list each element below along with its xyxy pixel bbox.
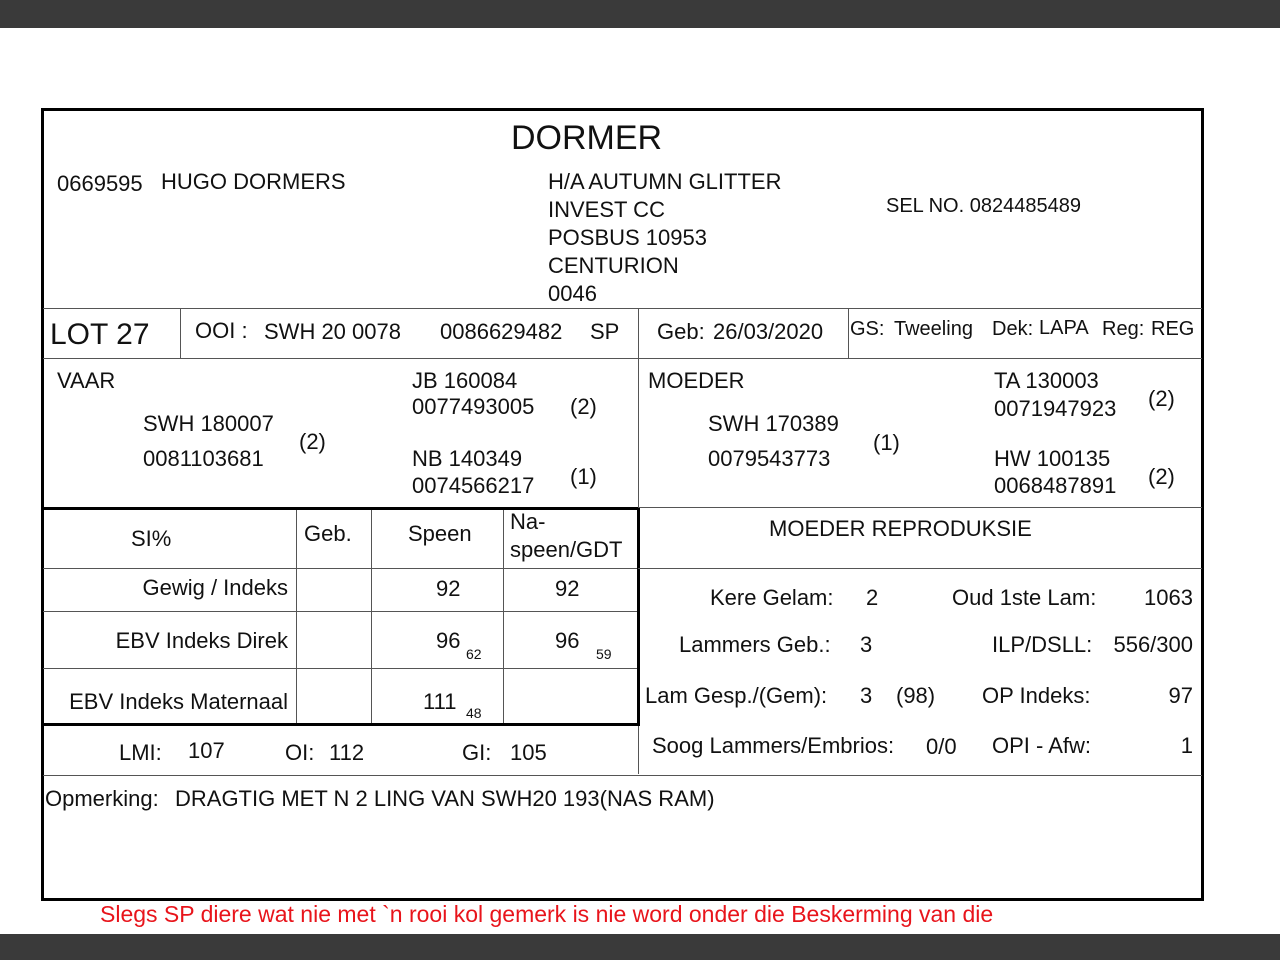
- gs-value: Tweeling: [894, 318, 973, 340]
- ilp-value: 556/300: [1113, 632, 1193, 657]
- rule-pedigree-mid: [638, 358, 639, 508]
- moeder-id: SWH 170389: [708, 411, 839, 436]
- moeder-sire-number: 0071947923: [994, 396, 1117, 421]
- rule-lot-bottom: [43, 358, 1202, 359]
- si-row-1-label: Gewig / Indeks: [142, 575, 288, 600]
- reg-label: Reg:: [1102, 318, 1145, 340]
- si-header-geb: Geb.: [304, 521, 352, 546]
- owner-line-3: POSBUS 10953: [548, 225, 707, 250]
- si-table-bottom: [43, 723, 640, 726]
- vaar-count: (2): [299, 429, 326, 454]
- dek-value: LAPA: [1039, 317, 1089, 339]
- lot-number: LOT 27: [50, 318, 150, 351]
- rule-lot-top: [43, 308, 1202, 309]
- si-table-top: [43, 507, 640, 510]
- lammers-label: Lammers Geb.:: [679, 632, 831, 657]
- si-row-2-speen-sub: 62: [466, 646, 482, 662]
- rule-remarks-top: [43, 775, 1202, 776]
- gi-value: 105: [510, 740, 547, 765]
- rule-si-col-geb: [296, 510, 297, 723]
- rule-si-header: [43, 568, 637, 569]
- vaar-label: VAAR: [57, 368, 116, 393]
- op-label: OP Indeks:: [982, 683, 1091, 708]
- rule-si-row1: [43, 611, 637, 612]
- oud-label: Oud 1ste Lam:: [952, 585, 1097, 610]
- card-border-top: [41, 108, 1204, 111]
- moeder-number: 0079543773: [708, 446, 831, 471]
- op-value: 97: [1168, 683, 1193, 708]
- moeder-sire-count: (2): [1148, 386, 1175, 411]
- repro-title: MOEDER REPRODUKSIE: [769, 516, 1032, 541]
- vaar-sire-id: JB 160084: [412, 368, 518, 393]
- si-row-3-speen: 111: [423, 689, 457, 714]
- card-border-right: [1201, 108, 1204, 901]
- animal-number: 0086629482: [440, 319, 563, 344]
- remarks-text: DRAGTIG MET N 2 LING VAN SWH20 193(NAS RAM): [175, 786, 715, 811]
- gesp-gem-value: (98): [896, 683, 936, 708]
- rule-si-col-speen: [371, 510, 372, 723]
- opi-value: 1: [1180, 733, 1193, 758]
- rule-repro-header: [638, 568, 1202, 569]
- si-row-1-naspeen: 92: [555, 576, 580, 601]
- oi-value: 112: [329, 740, 365, 765]
- rule-repro-left: [638, 726, 639, 774]
- gi-label: GI:: [462, 740, 492, 765]
- moeder-dam-number: 0068487891: [994, 473, 1117, 498]
- lmi-label: LMI:: [119, 740, 162, 765]
- si-row-3-speen-sub: 48: [466, 705, 482, 721]
- animal-label: OOI :: [195, 318, 248, 343]
- reg-value: REG: [1151, 318, 1195, 340]
- moeder-dam-count: (2): [1148, 464, 1175, 489]
- gesp-value: 3: [860, 683, 873, 708]
- ilp-label: ILP/DSLL:: [992, 632, 1093, 657]
- top-bar: [0, 0, 1280, 28]
- rule-repro-top: [638, 507, 1202, 508]
- vaar-dam-id: NB 140349: [412, 446, 523, 471]
- moeder-count: (1): [873, 430, 900, 455]
- si-table-right: [637, 507, 640, 726]
- vaar-sire-count: (2): [570, 394, 597, 419]
- owner-line-4: CENTURION: [548, 253, 679, 278]
- lmi-value: 107: [188, 738, 225, 763]
- oi-label: OI:: [285, 740, 315, 765]
- owner-line-5: 0046: [548, 281, 597, 306]
- oud-value: 1063: [1144, 585, 1193, 610]
- si-row-2-speen: 96: [436, 628, 461, 653]
- breeder-number: 0669595: [57, 171, 143, 196]
- breed-title: DORMER: [511, 119, 663, 157]
- si-row-3-label: EBV Indeks Maternaal: [69, 689, 288, 714]
- si-row-2-label: EBV Indeks Direk: [115, 628, 288, 653]
- moeder-sire-id: TA 130003: [994, 368, 1099, 393]
- si-row-1-speen: 92: [436, 576, 461, 601]
- sel-number: SEL NO. 0824485489: [886, 195, 1081, 217]
- card-border-left: [41, 108, 44, 901]
- soog-label: Soog Lammers/Embrios:: [652, 733, 895, 758]
- soog-value: 0/0: [926, 734, 957, 759]
- moeder-label: MOEDER: [648, 368, 745, 393]
- si-header-speen: Speen: [408, 521, 472, 546]
- rule-lot-1: [180, 308, 181, 358]
- owner-line-1: H/A AUTUMN GLITTER: [548, 169, 782, 194]
- vaar-sire-number: 0077493005: [412, 394, 535, 419]
- remarks-label: Opmerking:: [45, 786, 159, 811]
- rule-si-col-naspeen: [503, 510, 504, 723]
- dek-label: Dek:: [992, 318, 1034, 340]
- rule-lot-3: [848, 308, 849, 358]
- animal-id: SWH 20 0078: [264, 319, 401, 344]
- birth-date: 26/03/2020: [713, 319, 824, 344]
- kere-label: Kere Gelam:: [710, 585, 834, 610]
- birth-label: Geb:: [657, 319, 705, 344]
- moeder-dam-id: HW 100135: [994, 446, 1111, 471]
- bottom-bar: [0, 934, 1280, 960]
- animal-status: SP: [590, 319, 620, 344]
- owner-line-2: INVEST CC: [548, 197, 665, 222]
- rule-lot-2: [638, 308, 639, 358]
- protection-note: Slegs SP diere wat nie met `n rooi kol gemerk is nie word onder die Beskerming van die: [100, 901, 994, 927]
- vaar-dam-count: (1): [570, 464, 597, 489]
- si-header-label: SI%: [131, 526, 172, 551]
- rule-si-row2: [43, 668, 637, 669]
- vaar-number: 0081103681: [143, 446, 264, 471]
- vaar-dam-number: 0074566217: [412, 473, 535, 498]
- vaar-id: SWH 180007: [143, 411, 274, 436]
- gesp-label: Lam Gesp./(Gem):: [645, 683, 828, 708]
- si-header-naspeen-2: speen/GDT: [510, 537, 623, 562]
- breeder-name: HUGO DORMERS: [161, 169, 346, 194]
- kere-value: 2: [866, 585, 879, 610]
- gs-label: GS:: [850, 318, 885, 340]
- si-row-2-naspeen: 96: [555, 628, 580, 653]
- si-row-2-naspeen-sub: 59: [596, 646, 612, 662]
- opi-label: OPI - Afw:: [992, 733, 1092, 758]
- si-header-naspeen-1: Na-: [510, 509, 546, 534]
- lammers-value: 3: [860, 632, 873, 657]
